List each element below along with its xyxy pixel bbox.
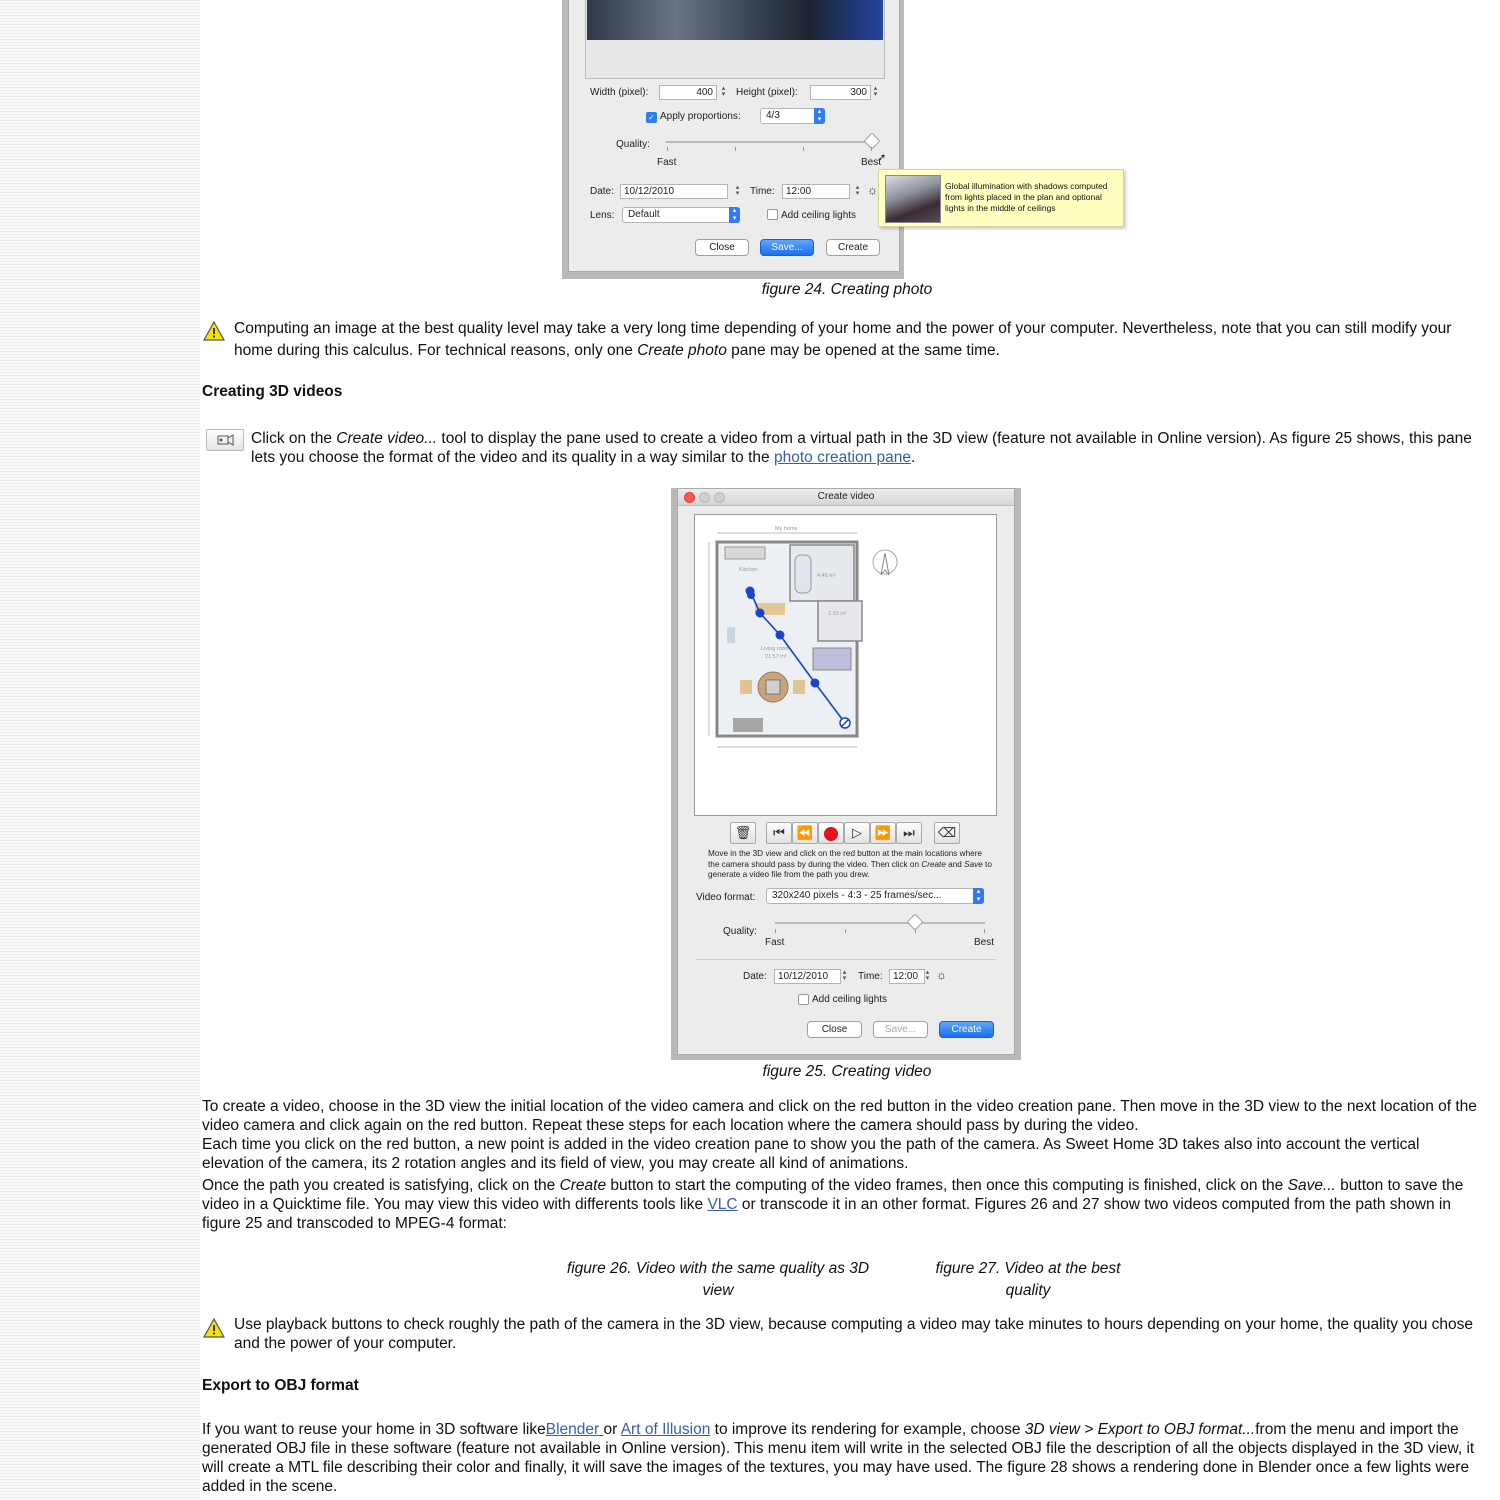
para3-em-save: Save...: [1287, 1177, 1336, 1194]
video-format-label: Video format:: [696, 892, 756, 903]
go-to-end-button[interactable]: [896, 822, 922, 844]
warning2-text: Use playback buttons to check roughly the path of the camera in the 3D view, because computing a video may take minutes to hours depending on your home, the quality you chose and the power of your computer.: [234, 1316, 1474, 1352]
chevron-updown-icon: ▴ ▾: [729, 207, 740, 223]
date-label: Date:: [590, 186, 614, 197]
rewind-button[interactable]: [792, 822, 818, 844]
create-photo-dialog: [568, 0, 900, 272]
warning1-text-b: pane may be opened at the same time.: [726, 342, 1000, 359]
obj-text-d: from the menu and import the generated OBJ file in these software (feature not available in Online version). This menu item will write in the selected OBJ file the description of all the objects displayed in the 3D view, it will create a MTL file describing their color and finally, it will save the images of the textures, you may have used. The figure 28 shows a rendering done in Blender once a few lights were added in the scene.: [202, 1421, 1475, 1495]
clear-button[interactable]: [934, 822, 960, 844]
slider-tick: [803, 147, 804, 151]
figure26-caption: figure 26. Video with the same quality as 3D view: [566, 1260, 870, 1299]
time-spinner[interactable]: ▴ ▾: [855, 184, 860, 197]
photo-preview: [585, 0, 885, 79]
chevron-updown-icon: ▴ ▾: [814, 108, 825, 124]
obj-text-a: If you want to reuse your home in 3D software like: [202, 1421, 546, 1438]
video-intro-a: Click on the: [251, 430, 337, 447]
figure24-screenshot: [562, 0, 904, 279]
lens-label: Lens:: [590, 210, 615, 221]
room-label-kitchen: Kitchen: [739, 567, 758, 573]
quality-tooltip: [878, 169, 1124, 227]
figure27-caption: figure 27. Video at the best quality: [935, 1260, 1121, 1299]
width-label: Width (pixel):: [590, 87, 649, 98]
apply-proportions-checkbox[interactable]: ✓: [646, 112, 657, 123]
warning-icon: [203, 321, 225, 341]
video-intro-em: Create video...: [336, 430, 438, 447]
video-ceiling-lights-label: Add ceiling lights: [812, 994, 888, 1005]
vlc-link[interactable]: VLC: [707, 1196, 738, 1213]
window-title: Create video: [817, 491, 875, 502]
slider-tick: [871, 147, 872, 151]
video-date-field[interactable]: 10/12/2010: [774, 969, 841, 984]
date-field[interactable]: 10/12/2010: [620, 184, 728, 199]
slider-tick: [775, 929, 776, 933]
proportions-value: 4/3: [766, 110, 780, 121]
para3-d: or transcode it in an other format. Figures 26 and 27 show two videos computed from the path shown in figure 25 and transcoded to MPEG-4 format:: [202, 1196, 1451, 1232]
separator: [696, 959, 996, 960]
video-time-label: Time:: [858, 971, 883, 982]
video-intro-text: [251, 429, 1481, 467]
blender-link[interactable]: Blender: [545, 1421, 604, 1438]
video-create-button[interactable]: Create: [939, 1021, 994, 1038]
lens-combo[interactable]: [622, 207, 740, 223]
obj-text-b: or: [603, 1421, 621, 1438]
proportions-combo[interactable]: [760, 108, 825, 124]
quality-slider-track[interactable]: [666, 141, 876, 143]
instructions-b: to generate a video file from the path you drew.: [708, 859, 992, 879]
slider-tick: [735, 147, 736, 151]
rewind-icon: ⏪: [796, 825, 814, 840]
video-intro-b: tool to display the pane used to create a video from a virtual path in the 3D view (feature not available in Online version). As figure 25 shows, this pane lets you choose the format of the video and its quality in a way similar to the: [251, 430, 1472, 466]
plan-view[interactable]: [694, 514, 997, 816]
floor-plan-drawing: [695, 515, 996, 815]
tooltip-room-thumbnail: [885, 175, 941, 223]
video-time-spinner[interactable]: ▴ ▾: [925, 969, 930, 982]
instructions-save: Save: [964, 859, 983, 869]
video-fast-label: Fast: [765, 937, 785, 948]
instructions-a: Move in the 3D view and click on the red button at the main locations where the camera should pass by during the video. Then click on: [708, 849, 982, 869]
record-icon: [824, 827, 838, 841]
paragraph-path-points: Each time you click on the red button, a new point is added in the video creation pane to show you the path of the camera. As Sweet Home 3D takes also into account the vertical elevation of the camera, its 2 rotation angles and its field of view, you may create all kind of animations.: [202, 1136, 1420, 1172]
lens-value: Default: [628, 209, 660, 220]
height-spinner[interactable]: ▴ ▾: [873, 85, 878, 98]
video-best-label: Best: [974, 937, 995, 948]
video-format-value: 320x240 pixels - 4:3 - 25 frames/sec...: [772, 890, 942, 901]
video-intro-c: .: [911, 449, 916, 466]
video-format-combo[interactable]: [766, 888, 984, 904]
fast-label: Fast: [657, 157, 677, 168]
width-spinner[interactable]: ▴ ▾: [721, 85, 726, 98]
figure25-caption: figure 25. Creating video: [762, 1063, 932, 1080]
room-label-living: Living room: [761, 646, 790, 652]
slider-tick: [984, 929, 985, 933]
date-spinner[interactable]: ▴ ▾: [735, 184, 740, 197]
sun-icon: ☼: [936, 968, 947, 982]
play-icon: ▷: [852, 825, 862, 840]
video-close-button[interactable]: Close: [807, 1021, 862, 1038]
heading-export-obj: Export to OBJ format: [202, 1377, 359, 1394]
time-field[interactable]: 12:00: [782, 184, 850, 199]
video-quality-label: Quality:: [723, 926, 757, 937]
warning-icon: [203, 1318, 225, 1338]
video-date-label: Date:: [743, 971, 767, 982]
figure24-caption: figure 24. Creating photo: [761, 281, 933, 298]
save-button[interactable]: Save...: [760, 239, 814, 256]
obj-menu-path: 3D view > Export to OBJ format...: [1024, 1421, 1256, 1438]
quality-label: Quality:: [616, 139, 650, 150]
title-bar: [678, 489, 1014, 506]
delete-path-button[interactable]: [730, 822, 756, 844]
instructions-and: and: [945, 859, 965, 869]
mouse-cursor-icon: ➚: [877, 152, 887, 164]
photo-preview-image: [587, 0, 883, 40]
plan-title: My home: [775, 526, 798, 532]
trash-icon: 🗑: [734, 825, 752, 840]
chevron-updown-icon: ▴ ▾: [973, 888, 984, 904]
width-field[interactable]: 400: [659, 85, 717, 100]
best-label: Best: [861, 157, 882, 168]
paragraph-create-video: To create a video, choose in the 3D view the initial location of the video camera and click on the red button in the video creation pane. Then move in the 3D view to the next location of the video camera and click again on the red button. Repeat these steps for each location where the camera should pass by during the video.: [202, 1098, 1477, 1134]
warning1-text-a: Computing an image at the best quality level may take a very long time depending of your home and the power of your computer. Nevertheless, note that you can still modify your home during this calculus. For technical reasons, only one: [234, 320, 1452, 359]
time-label: Time:: [750, 186, 775, 197]
slider-tick: [915, 929, 916, 933]
ceiling-lights-checkbox[interactable]: [767, 209, 778, 220]
warning1-emphasis: Create photo: [637, 342, 727, 359]
video-ceiling-lights-checkbox[interactable]: [798, 994, 809, 1005]
photo-creation-pane-link[interactable]: photo creation pane: [773, 449, 911, 466]
tooltip-text: Global illumination with shadows computed from lights placed in the plan and optional lights in the middle of ceilings: [945, 181, 1108, 213]
slider-tick: [845, 929, 846, 933]
video-date-spinner[interactable]: ▴ ▾: [842, 969, 847, 982]
video-quality-slider-track[interactable]: [775, 922, 985, 924]
fast-forward-button[interactable]: [870, 822, 896, 844]
create-button[interactable]: Create: [826, 239, 880, 256]
quality-slider-thumb[interactable]: [864, 133, 881, 150]
height-label: Height (pixel):: [736, 87, 798, 98]
record-button[interactable]: [818, 822, 844, 844]
apply-proportions-label: Apply proportions:: [660, 111, 741, 122]
video-save-button[interactable]: Save...: [873, 1021, 928, 1038]
heading-creating-3d-videos: Creating 3D videos: [202, 383, 343, 400]
skip-end-icon: ⏭: [903, 825, 915, 840]
create-video-tool-icon: [206, 429, 244, 451]
eraser-icon: ⌫: [937, 825, 957, 840]
para3-c: button to save the video in a Quicktime file. You may view this video with differents tools like: [202, 1177, 1464, 1213]
close-button[interactable]: Close: [695, 239, 749, 256]
art-of-illusion-link[interactable]: Art of Illusion: [620, 1421, 711, 1438]
warning1-text: [234, 318, 1482, 362]
instructions-create: Create: [921, 859, 946, 869]
fast-forward-icon: ⏩: [874, 825, 892, 840]
ceiling-lights-label: Add ceiling lights: [781, 210, 857, 221]
figure25-screenshot: [671, 488, 1021, 1060]
instructions-text: [708, 849, 993, 881]
play-button[interactable]: [844, 822, 870, 844]
slider-tick: [667, 147, 668, 151]
para3-em-create: Create: [559, 1177, 607, 1194]
go-to-start-button[interactable]: [766, 822, 792, 844]
sun-icon: ☼: [867, 183, 878, 197]
room-label-area3: 21.57 m²: [765, 654, 787, 660]
paragraph-export-obj: [202, 1420, 1482, 1496]
video-quality-slider-thumb[interactable]: [907, 914, 924, 931]
obj-text-c: to improve its rendering for example, choose: [710, 1421, 1025, 1438]
video-time-field[interactable]: 12:00: [889, 969, 925, 984]
para3-b: button to start the computing of the video frames, then once this computing is finished, click on the: [606, 1177, 1288, 1194]
create-video-dialog: [677, 488, 1015, 1055]
height-field[interactable]: 300: [810, 85, 871, 100]
paragraph-save-video: [202, 1176, 1482, 1233]
room-label-area2: 2.93 m²: [828, 611, 847, 617]
para3-a: Once the path you created is satisfying, click on the: [202, 1177, 560, 1194]
room-label-area1: 4.46 m²: [817, 573, 836, 579]
skip-start-icon: ⏮: [773, 825, 785, 840]
